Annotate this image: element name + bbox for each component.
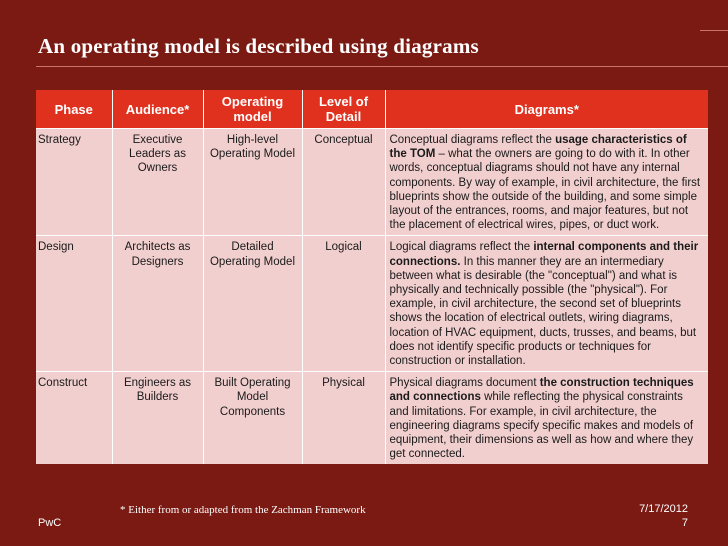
- diagrams-emphasis: internal components and their connections.: [389, 241, 699, 268]
- table-row: [36, 129, 708, 236]
- cell-operating-model: High-level Operating Model: [203, 129, 302, 236]
- cell-audience: Architects as Designers: [112, 236, 203, 372]
- table-row: [36, 236, 708, 372]
- diagrams-text: Conceptual diagrams reflect the: [389, 134, 556, 146]
- cell-diagrams: [385, 129, 708, 236]
- operating-model-table: [36, 90, 708, 464]
- cell-phase: Construct: [36, 372, 112, 465]
- cell-phase: Design: [36, 236, 112, 372]
- cell-audience: Engineers as Builders: [112, 372, 203, 465]
- cell-diagrams: [385, 372, 708, 465]
- diagrams-text: In this manner they are an intermediary between what is desirable (the "conceptual") and what is physically and technically possible (the "physical"). For example, in civil architecture, the second set of blueprints shows the location of electrical outlets, wiring diagrams, location of HVAC equipment, ducts, trusses, and beams, but does not identify specific products or techniques for construction or installation.: [389, 255, 697, 368]
- cell-level: Conceptual: [302, 129, 385, 236]
- title-underline: [36, 66, 728, 67]
- table-row: [36, 372, 708, 465]
- slide-date: 7/17/2012: [639, 503, 688, 515]
- table-header-row: [36, 90, 708, 129]
- cell-operating-model: Detailed Operating Model: [203, 236, 302, 372]
- cell-phase: Strategy: [36, 129, 112, 236]
- page-number: 7: [681, 517, 688, 529]
- diagrams-text: while reflecting the physical constraints and limitations. For example, in civil architecture, the engineering diagrams specify specific makes and models of equipment, their dimensions as well as how and where they get connected.: [389, 391, 694, 461]
- diagrams-emphasis: the construction techniques and connections: [389, 377, 694, 404]
- cell-level: Physical: [302, 372, 385, 465]
- cell-level: Logical: [302, 236, 385, 372]
- header-level-of-detail: Level of Detail: [302, 90, 385, 129]
- header-operating-model: Operating model: [203, 90, 302, 129]
- header-phase: Phase: [36, 90, 112, 129]
- diagrams-text: Logical diagrams reflect the: [389, 241, 534, 254]
- footnote: * Either from or adapted from the Zachman Framework: [120, 504, 366, 516]
- slide-title: An operating model is described using diagrams: [38, 34, 479, 58]
- header-diagrams: Diagrams*: [385, 90, 708, 129]
- diagrams-text: Physical diagrams document: [389, 377, 540, 390]
- cell-audience: Executive Leaders as Owners: [112, 129, 203, 236]
- cell-diagrams: [385, 236, 708, 372]
- diagrams-emphasis: usage characteristics of the TOM: [389, 134, 687, 161]
- diagrams-text: – what the owners are going to do with it. In other words, conceptual diagrams should not have any internal components. By way of example, in civil architecture, the first blueprints show the outside of the building, and some simple layout of the entrances, rooms, and major features, but not the placement of electrical wires, pipes, or duct work.: [389, 148, 701, 232]
- top-right-rule: [700, 30, 728, 31]
- cell-operating-model: Built Operating Model Components: [203, 372, 302, 465]
- brand-label: PwC: [38, 517, 62, 529]
- header-audience: Audience*: [112, 90, 203, 129]
